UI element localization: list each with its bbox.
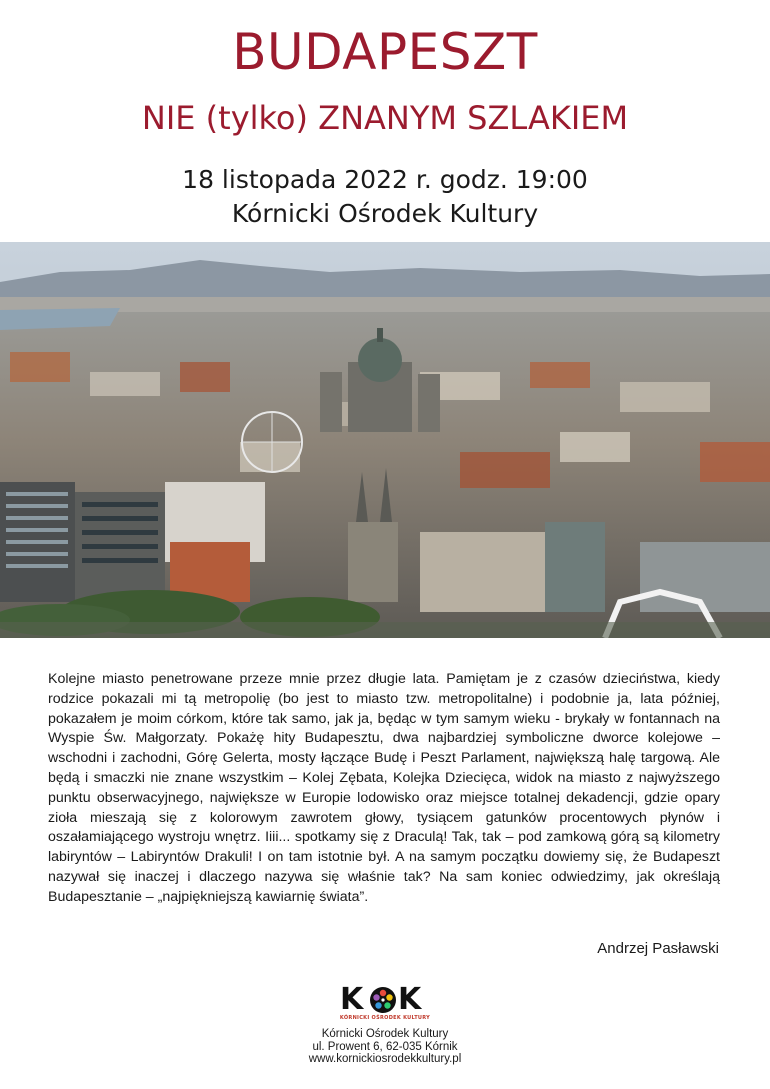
logo-letter-left: K [340, 982, 364, 1017]
budapest-cityscape-photo [0, 242, 770, 638]
footer-name: Kórnicki Ośrodek Kultury [321, 1028, 449, 1040]
footer-address: ul. Prowent 6, 62-035 Kórnik [312, 1040, 458, 1053]
event-venue: Kórnicki Ośrodek Kultury [231, 199, 539, 228]
event-date: 18 listopada 2022 r. godz. 19:00 [182, 165, 588, 194]
logo-tagline: KÓRNICKI OŚRODEK KULTURY [339, 1015, 431, 1021]
poster-title: BUDAPESZT [232, 23, 538, 81]
event-description: Kolejne miasto penetrowane przeze mnie przez długie lata. Pamiętam je z czasów dzieciństwa, kiedy rodzice pokazali mi tą metropolię (bo jest to miasto tzw. metropolitalne) i podobnie ja, lata później, pokazałem je moim córkom, które tak samo, jak ja, będąc w tym samym wieku - brykały w fontannach na Wyspie Św. Małgorzaty. Pokażę hity Budapesztu, dwa najbardziej symboliczne dworce kolejowe – wschodni i zachodni, Górę Gelerta, mosty łączące Budę i Peszt Parlament, największą halę targową. Ale będą i smaczki nie znane wszystkim – Kolej Zębata, Kolejka Dziecięca, widok na miasto z najwyższego punktu obserwacyjnego, największe w Europie lodowisko oraz miejsce totalnej dekadencji, gdzie opary zioła mieszają się z kolorowym zawrotem głowy, tysiącem gatunków procentowych płynów i oszałamiającego wystroju wnętrz. Iiii... spotkamy się z Draculą! Tak, tak – pod zamkową górą są kilometry labiryntów – Labiryntów Drakuli! I on tam istotnie był. A na samym początku dowiemy się, że Budapeszt nazywał się inaczej i dlaczego nazywa się właśnie tak? Na sam koniec odwiedzimy, jak określają Budapesztanie – „najpiękniejszą kawiarnię świata”. [48, 671, 720, 905]
footer-contact [0, 1028, 770, 1066]
film-reel-icon [369, 986, 397, 1014]
poster-subtitle: NIE (tylko) ZNANYM SZLAKIEM [141, 99, 629, 137]
footer-website[interactable]: www.kornickiosrodekkultury.pl [308, 1053, 462, 1065]
author-name: Andrzej Pasławski [597, 940, 719, 957]
logo-letter-right: K [398, 982, 422, 1017]
kok-logo [336, 982, 434, 1021]
